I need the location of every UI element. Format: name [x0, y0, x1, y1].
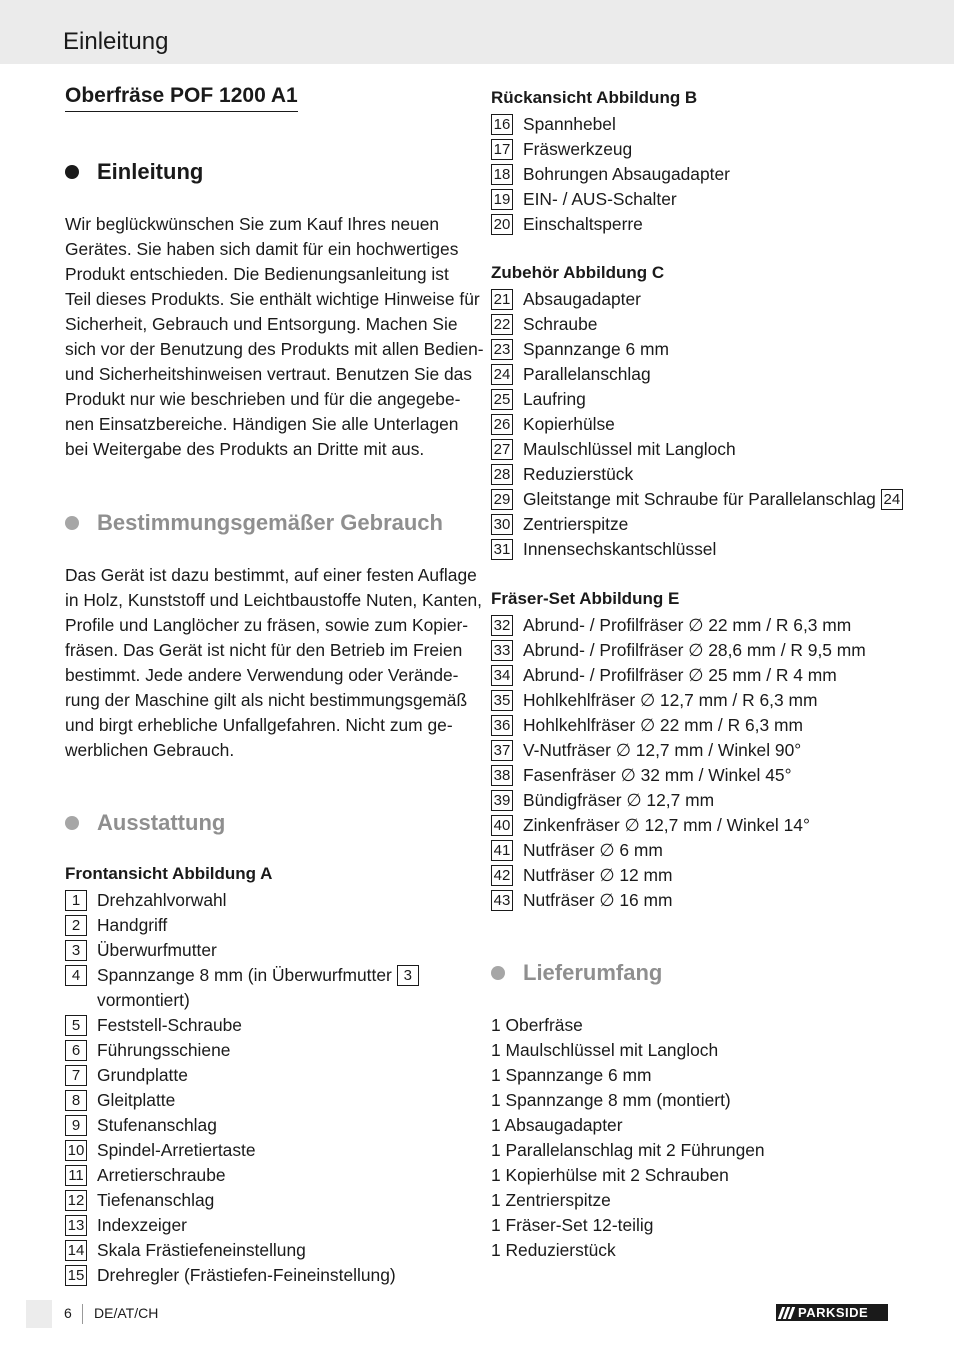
item-text: Hohlkehlfräser ∅ 12,7 mm / R 6,3 mm	[523, 690, 818, 710]
item-text: Grundplatte	[97, 1065, 188, 1085]
item-label	[523, 437, 736, 462]
item-reference-box: 3	[397, 965, 419, 986]
item-label	[523, 688, 817, 713]
item-label	[523, 162, 730, 187]
front-view-heading: Frontansicht Abbildung A	[65, 864, 273, 883]
item-number-box: 42	[491, 865, 513, 886]
parkside-logo	[776, 1304, 888, 1321]
paragraph-line: Profile und Langlöcher zu fräsen, sowie zum Kopier-	[65, 615, 469, 635]
item-text: Zentrierspitze	[523, 514, 629, 534]
section-heading-label: Lieferumfang	[523, 960, 663, 985]
item-number-box: 21	[491, 289, 513, 310]
item-label	[523, 512, 628, 537]
paragraph-line: Sicherheit, Gebrauch und Entsorgung. Machen Sie	[65, 314, 458, 334]
item-number-box: 19	[491, 189, 513, 210]
item-text: Hohlkehlfräser ∅ 22 mm / R 6,3 mm	[523, 715, 803, 735]
item-label	[523, 663, 837, 688]
item-text: Nutfräser ∅ 12 mm	[523, 865, 673, 885]
item-number-box: 39	[491, 790, 513, 811]
section-heading-einleitung	[65, 159, 203, 185]
item-label	[523, 838, 663, 863]
item-number-box: 32	[491, 615, 513, 636]
item-text: Tiefenanschlag	[97, 1190, 215, 1210]
item-number-box: 37	[491, 740, 513, 761]
item-text: Maulschlüssel mit Langloch	[523, 439, 736, 459]
paragraph-line: sich vor der Benutzung des Produkts mit allen Bedien-	[65, 339, 484, 359]
delivery-item: 1 Parallelanschlag mit 2 Führungen	[491, 1140, 765, 1160]
item-text: Handgriff	[97, 915, 168, 935]
item-label	[523, 763, 792, 788]
item-number-box: 5	[65, 1015, 87, 1036]
item-number-box: 28	[491, 464, 513, 485]
item-text: Gleitplatte	[97, 1090, 176, 1110]
item-label	[523, 888, 672, 913]
bullet-icon	[65, 816, 79, 830]
item-text: Gleitstange mit Schraube für Parallelanschlag	[523, 489, 876, 509]
item-number-box: 9	[65, 1115, 87, 1136]
item-number-box: 43	[491, 890, 513, 911]
item-text: Bohrungen Absaugadapter	[523, 164, 730, 184]
item-text: V-Nutfräser ∅ 12,7 mm / Winkel 90°	[523, 740, 802, 760]
item-number-box: 18	[491, 164, 513, 185]
paragraph-line: in Holz, Kunststoff und Leichtbaustoffe Nuten, Kanten,	[65, 590, 483, 610]
item-number-box: 22	[491, 314, 513, 335]
item-label	[97, 1113, 217, 1138]
item-number-box: 11	[65, 1165, 87, 1186]
item-label	[97, 1088, 175, 1113]
item-label	[523, 187, 677, 212]
item-label	[97, 888, 227, 913]
paragraph-line: Wir beglückwünschen Sie zum Kauf Ihres neuen	[65, 214, 440, 234]
item-label	[97, 1263, 396, 1288]
item-number-box: 14	[65, 1240, 87, 1261]
item-label	[97, 1238, 306, 1263]
delivery-item: 1 Absaugadapter	[491, 1115, 623, 1135]
page-number: 6	[64, 1305, 72, 1321]
item-label	[523, 613, 851, 638]
item-number-box: 17	[491, 139, 513, 160]
item-text: vormontiert)	[97, 990, 190, 1010]
item-label	[523, 487, 903, 512]
paragraph-line: Produkt entschieden. Die Bedienungsanleitung ist	[65, 264, 449, 284]
item-label	[97, 938, 217, 963]
item-number-box: 2	[65, 915, 87, 936]
item-text: Überwurfmutter	[97, 940, 217, 960]
item-number-box: 38	[491, 765, 513, 786]
item-number-box: 3	[65, 940, 87, 961]
section-heading-gebrauch	[65, 510, 443, 536]
delivery-item: 1 Oberfräse	[491, 1015, 583, 1035]
item-text: Fräswerkzeug	[523, 139, 633, 159]
item-text: Führungsschiene	[97, 1040, 231, 1060]
item-text: Innensechskantschlüssel	[523, 539, 717, 559]
item-text: Parallelanschlag	[523, 364, 651, 384]
section-heading-label: Bestimmungsgemäßer Gebrauch	[97, 510, 443, 535]
item-text: Schraube	[523, 314, 598, 334]
item-label	[97, 1138, 256, 1163]
item-label	[523, 312, 597, 337]
item-number-box: 30	[491, 514, 513, 535]
delivery-item: 1 Spannzange 6 mm	[491, 1065, 652, 1085]
item-text: Spindel-Arretiertaste	[97, 1140, 256, 1160]
item-label	[523, 788, 714, 813]
item-number-box: 6	[65, 1040, 87, 1061]
delivery-item: 1 Spannzange 8 mm (montiert)	[491, 1090, 731, 1110]
section-heading-label: Einleitung	[97, 159, 204, 184]
item-label	[97, 1213, 187, 1238]
accessories-heading: Zubehör Abbildung C	[491, 263, 665, 282]
item-text: Drehregler (Frästiefen-Feineinstellung)	[97, 1265, 396, 1285]
item-number-box: 15	[65, 1265, 87, 1286]
item-text: Stufenanschlag	[97, 1115, 217, 1135]
item-text: Skala Frästiefeneinstellung	[97, 1240, 306, 1260]
paragraph-line: Gerätes. Sie haben sich damit für ein hochwertiges	[65, 239, 459, 259]
item-number-box: 8	[65, 1090, 87, 1111]
item-number-box: 13	[65, 1215, 87, 1236]
item-number-box: 26	[491, 414, 513, 435]
paragraph-line: bei Weitergabe des Produkts an Dritte mit aus.	[65, 439, 425, 459]
gebrauch-paragraph	[65, 563, 482, 763]
item-label	[97, 963, 419, 988]
paragraph-line: fräsen. Das Gerät ist nicht für den Betrieb im Freien	[65, 640, 463, 660]
item-label	[97, 1013, 242, 1038]
item-number-box: 27	[491, 439, 513, 460]
item-text: Spannzange 6 mm	[523, 339, 669, 359]
delivery-item: 1 Reduzierstück	[491, 1240, 616, 1260]
item-text: Laufring	[523, 389, 586, 409]
logo-text: PARKSIDE	[798, 1305, 869, 1320]
item-number-box: 29	[491, 489, 513, 510]
item-number-box: 31	[491, 539, 513, 560]
item-text: Abrund- / Profilfräser ∅ 25 mm / R 4 mm	[523, 665, 837, 685]
item-number-box: 7	[65, 1065, 87, 1086]
item-label	[523, 863, 672, 888]
item-label	[523, 337, 669, 362]
paragraph-line: bestimmt. Jede andere Verwendung oder Verände-	[65, 665, 459, 685]
item-number-box: 36	[491, 715, 513, 736]
item-label	[523, 813, 810, 838]
item-number-box: 34	[491, 665, 513, 686]
item-label	[97, 988, 190, 1013]
bullet-icon	[65, 165, 79, 179]
item-text: Nutfräser ∅ 16 mm	[523, 890, 673, 910]
logo-stripes-icon	[776, 1304, 798, 1321]
paragraph-line: Teil dieses Produkts. Sie enthält wichtige Hinweise für	[65, 289, 480, 309]
item-text: Drehzahlvorwahl	[97, 890, 227, 910]
delivery-item: 1 Fräser-Set 12-teilig	[491, 1215, 654, 1235]
item-text: Nutfräser ∅ 6 mm	[523, 840, 663, 860]
item-number-box: 35	[491, 690, 513, 711]
item-label	[523, 387, 586, 412]
bullet-icon	[65, 516, 79, 530]
paragraph-line: werblichen Gebrauch.	[65, 740, 235, 760]
item-label	[523, 287, 641, 312]
item-label	[97, 1038, 230, 1063]
section-heading-lieferumfang	[491, 960, 662, 986]
item-label	[97, 913, 167, 938]
item-label	[97, 1188, 214, 1213]
bitset-heading: Fräser-Set Abbildung E	[491, 589, 680, 608]
item-label	[523, 638, 866, 663]
footer-marker	[26, 1300, 52, 1328]
item-number-box: 4	[65, 965, 87, 986]
item-number-box: 20	[491, 214, 513, 235]
item-text: Kopierhülse	[523, 414, 615, 434]
bullet-icon	[491, 966, 505, 980]
item-number-box: 1	[65, 890, 87, 911]
item-label	[523, 462, 633, 487]
delivery-item: 1 Maulschlüssel mit Langloch	[491, 1040, 719, 1060]
item-text: Abrund- / Profilfräser ∅ 28,6 mm / R 9,5 mm	[523, 640, 866, 660]
paragraph-line: und birgt erhebliche Unfallgefahren. Nicht zum ge-	[65, 715, 453, 735]
item-label	[523, 112, 616, 137]
item-text: Spannzange 8 mm (in Überwurfmutter	[97, 965, 392, 985]
item-number-box: 16	[491, 114, 513, 135]
item-text: Feststell-Schraube	[97, 1015, 242, 1035]
item-number-box: 23	[491, 339, 513, 360]
item-number-box: 40	[491, 815, 513, 836]
item-text: Fasenfräser ∅ 32 mm / Winkel 45°	[523, 765, 792, 785]
section-heading-ausstattung	[65, 810, 225, 836]
item-text: Zinkenfräser ∅ 12,7 mm / Winkel 14°	[523, 815, 810, 835]
item-label	[523, 537, 716, 562]
item-text: Arretierschraube	[97, 1165, 226, 1185]
item-text: Einschaltsperre	[523, 214, 643, 234]
paragraph-line: rung der Maschine gilt als nicht bestimmungsgemäß	[65, 690, 468, 710]
item-label	[523, 738, 801, 763]
item-reference-box: 24	[881, 489, 903, 510]
item-label	[97, 1063, 188, 1088]
item-number-box: 25	[491, 389, 513, 410]
header-title: Einleitung	[63, 28, 169, 55]
item-number-box: 10	[65, 1140, 87, 1161]
delivery-item: 1 Kopierhülse mit 2 Schrauben	[491, 1165, 729, 1185]
footer-divider	[82, 1304, 83, 1324]
item-number-box: 24	[491, 364, 513, 385]
item-text: EIN- / AUS-Schalter	[523, 189, 677, 209]
item-number-box: 41	[491, 840, 513, 861]
einleitung-paragraph	[65, 212, 484, 462]
item-text: Spannhebel	[523, 114, 616, 134]
item-text: Indexzeiger	[97, 1215, 187, 1235]
section-heading-label: Ausstattung	[97, 810, 226, 835]
item-text: Reduzierstück	[523, 464, 634, 484]
paragraph-line: Das Gerät ist dazu bestimmt, auf einer festen Auflage	[65, 565, 477, 585]
back-view-heading: Rückansicht Abbildung B	[491, 88, 698, 107]
item-number-box: 12	[65, 1190, 87, 1211]
item-label	[523, 137, 632, 162]
item-label	[523, 713, 803, 738]
item-label	[523, 412, 615, 437]
paragraph-line: Produkt nur wie beschrieben und für die angegebe-	[65, 389, 461, 409]
item-label	[97, 1163, 226, 1188]
paragraph-line: nen Einsatzbereiche. Händigen Sie alle Unterlagen	[65, 414, 459, 434]
paragraph-line: und Sicherheitshinweisen vertraut. Benutzen Sie das	[65, 364, 472, 384]
item-number-box: 33	[491, 640, 513, 661]
item-label	[523, 212, 643, 237]
document-title: Oberfräse POF 1200 A1	[65, 84, 298, 112]
item-text: Abrund- / Profilfräser ∅ 22 mm / R 6,3 mm	[523, 615, 852, 635]
item-text: Bündigfräser ∅ 12,7 mm	[523, 790, 715, 810]
item-label	[523, 362, 651, 387]
delivery-item: 1 Zentrierspitze	[491, 1190, 611, 1210]
item-text: Absaugadapter	[523, 289, 641, 309]
delivery-scope-list	[491, 1013, 765, 1263]
footer-language: DE/AT/CH	[94, 1305, 159, 1321]
